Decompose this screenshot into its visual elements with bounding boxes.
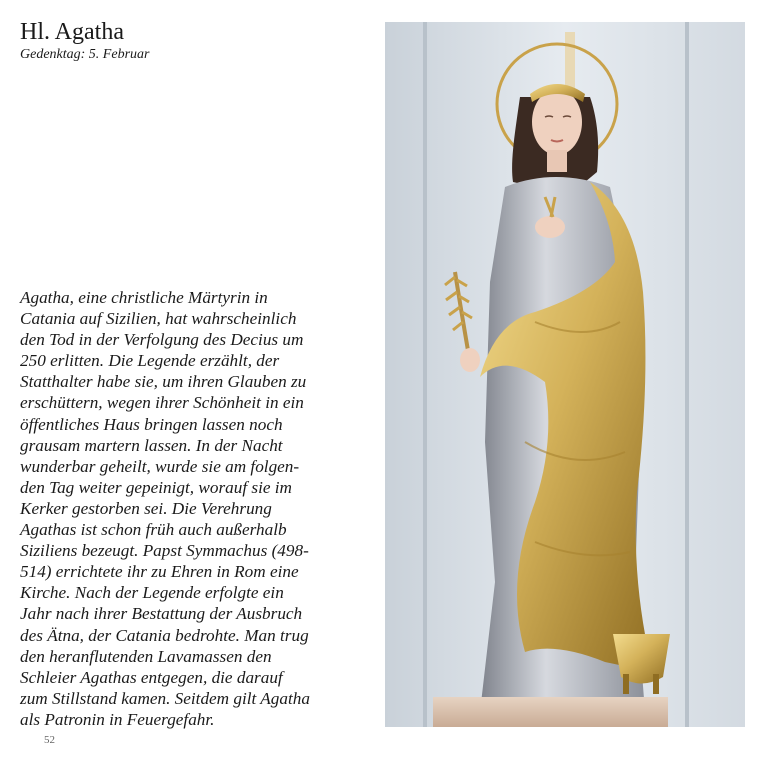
wall-groove <box>685 22 689 727</box>
neck <box>547 150 567 172</box>
text-line: Catania auf Sizilien, hat wahrscheinlich <box>20 309 297 329</box>
text-line: Kerker gestorben sei. Die Verehrung <box>20 498 272 518</box>
statue-illustration <box>385 22 745 727</box>
text-line: Agatha, eine christliche Märtyrin in <box>20 288 268 307</box>
text-line: 514) errichtete ihr zu Ehren in Rom eine <box>20 562 299 582</box>
text-line: Jahr nach ihrer Bestattung der Ausbruch <box>20 604 303 624</box>
text-line: 250 erlitten. Die Legende erzählt, der <box>20 351 280 371</box>
right-hand <box>535 216 565 238</box>
legend-text <box>20 287 366 730</box>
page-number: 52 <box>44 734 55 746</box>
text-line: den Tag weiter gepeinigt, worauf sie im <box>20 477 292 497</box>
text-line: Siziliens bezeugt. Papst Symmachus (498- <box>20 541 309 561</box>
page-title: Hl. Agatha <box>20 19 124 45</box>
pot-leg <box>623 674 629 694</box>
text-line: zum Stillstand kamen. Seitdem gilt Agatha <box>20 688 310 708</box>
wall-groove <box>423 22 427 727</box>
feast-day-subtitle: Gedenktag: 5. Februar <box>20 47 150 62</box>
text-line: öffentliches Haus bringen lassen noch <box>20 414 283 434</box>
text-line: wunderbar geheilt, wurde sie am folgen- <box>20 456 300 476</box>
left-hand <box>460 348 480 372</box>
text-line: des Ätna, der Catania bedrohte. Man trug <box>20 625 309 645</box>
statue-base <box>433 697 668 727</box>
statue-photo <box>385 22 745 727</box>
text-line: Schleier Agathas entgegen, die darauf <box>20 667 283 687</box>
text-line: Agathas ist schon früh auch außerhalb <box>20 520 287 540</box>
face <box>532 89 582 155</box>
pot <box>613 634 670 684</box>
text-line: grausam martern lassen. In der Nacht <box>20 435 283 455</box>
text-line: erschüttern, wegen ihrer Schönheit in ein <box>20 393 304 413</box>
text-line: Statthalter habe sie, um ihren Glauben zu <box>20 372 307 392</box>
text-line: den heranflutenden Lavamassen den <box>20 646 272 666</box>
pot-leg <box>653 674 659 694</box>
text-line: als Patronin in Feuergefahr. <box>20 709 215 729</box>
text-line: Kirche. Nach der Legende erfolgte ein <box>20 583 284 603</box>
text-line: den Tod in der Verfolgung des Decius um <box>20 330 304 350</box>
